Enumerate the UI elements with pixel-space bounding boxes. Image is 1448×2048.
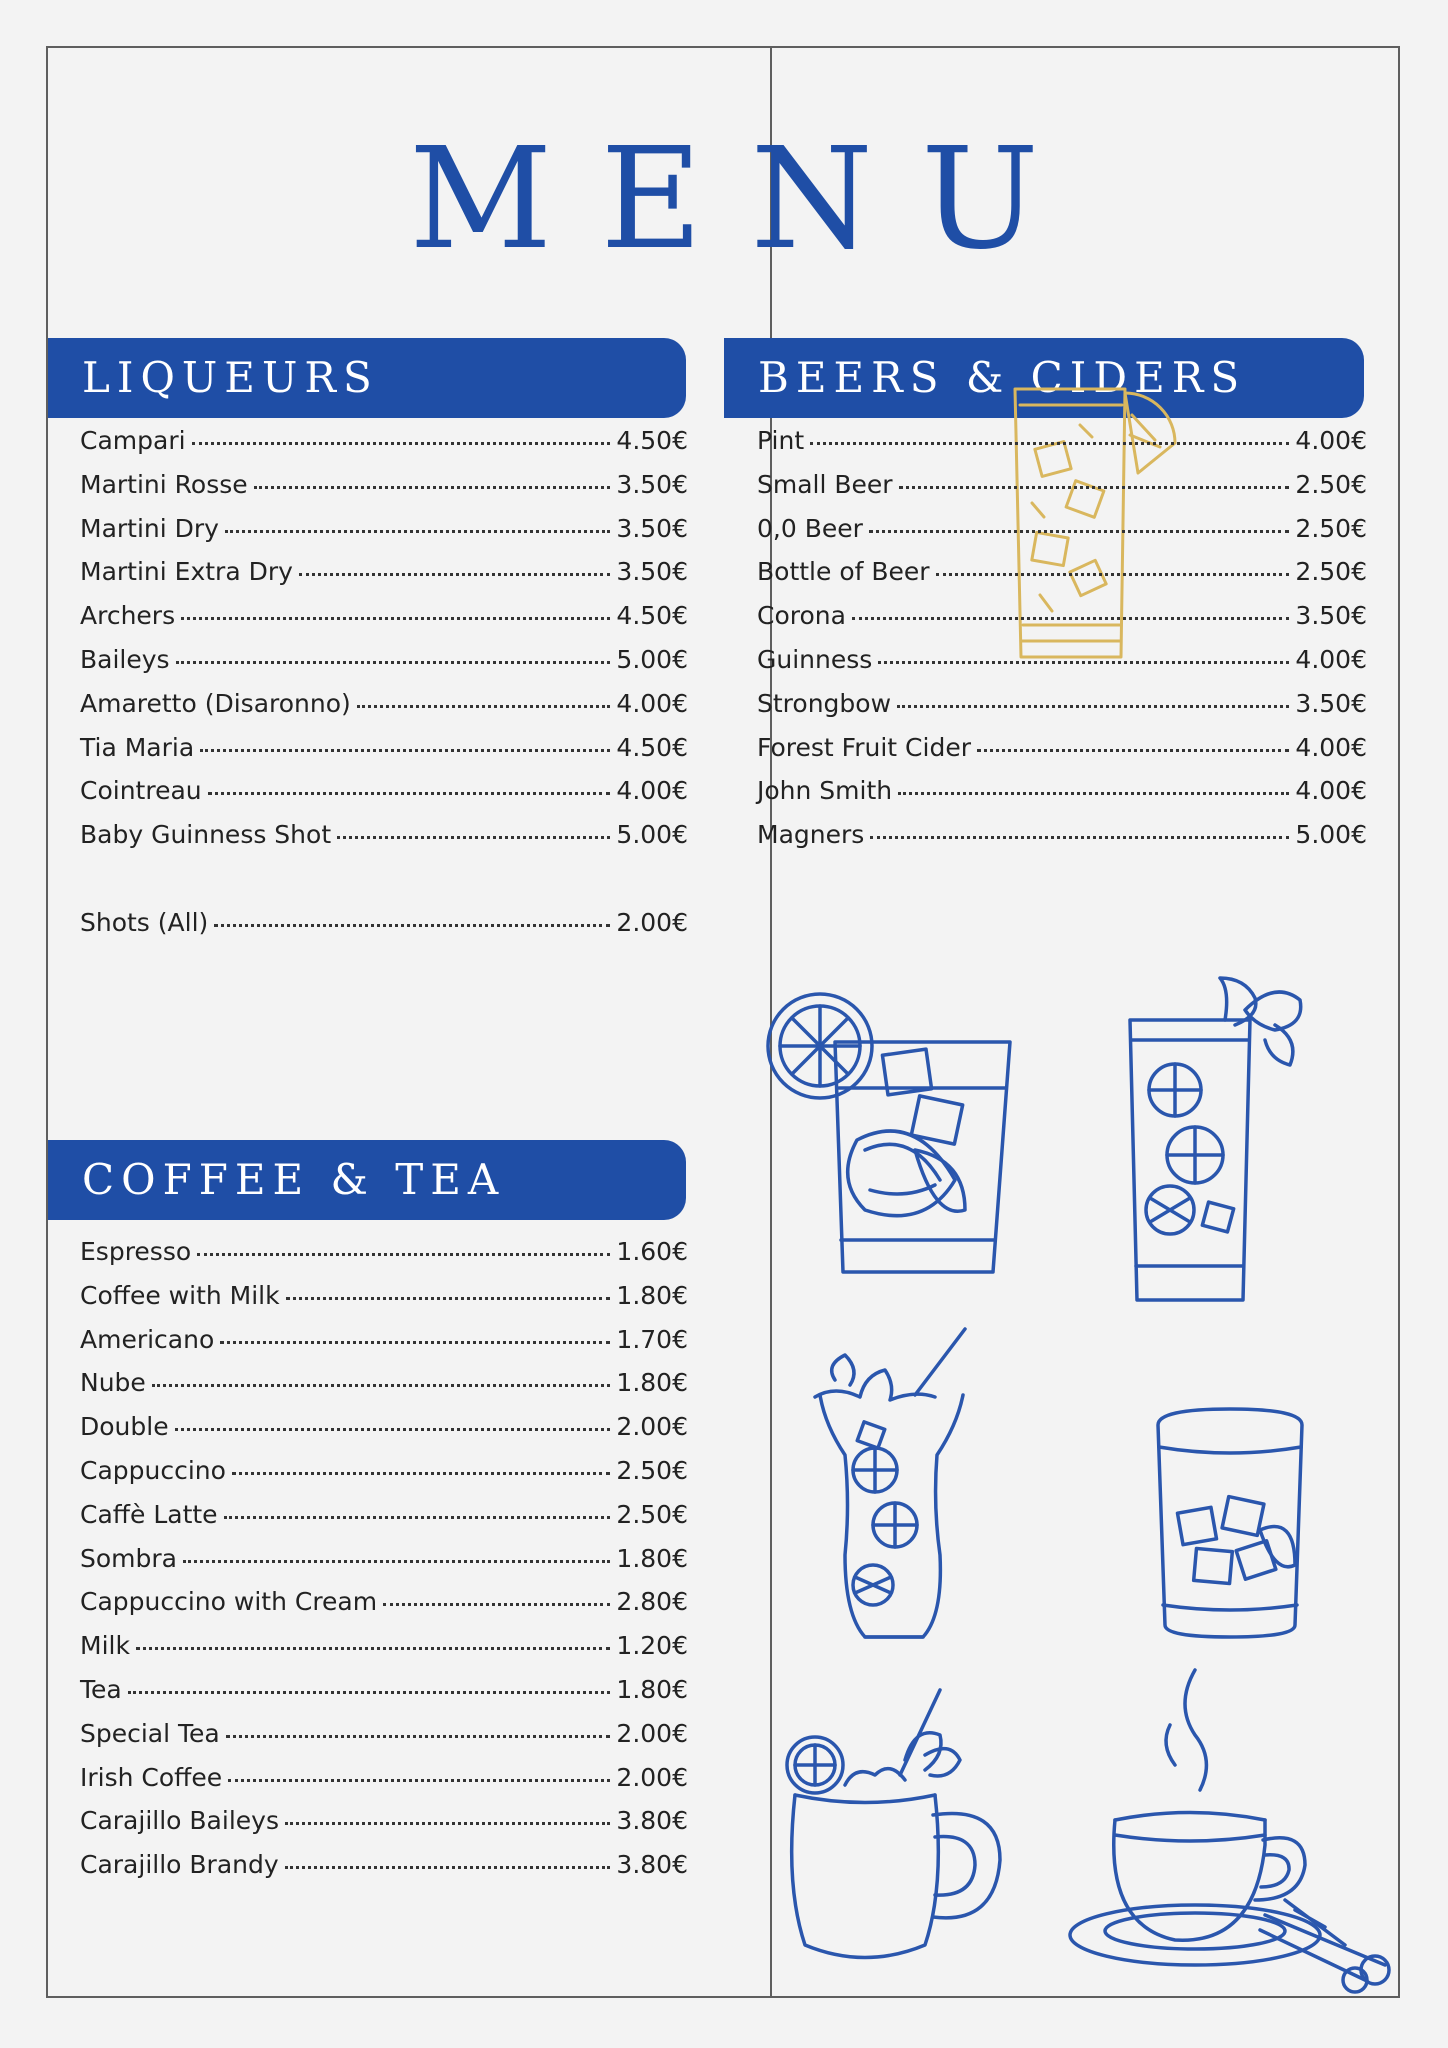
list-item: Guinness 4.00€ (757, 644, 1367, 674)
list-item: Tia Maria 4.50€ (80, 732, 688, 762)
list-item: Small Beer 2.50€ (757, 469, 1367, 499)
list-item: Bottle of Beer 2.50€ (757, 557, 1367, 587)
page-title: MENU (408, 118, 1088, 281)
ice-tumbler-icon (1155, 1405, 1305, 1640)
list-item: Double 2.00€ (80, 1412, 688, 1442)
tea-cup-icon (1065, 1665, 1400, 1990)
list-item: Special Tea 2.00€ (80, 1718, 688, 1748)
liqueurs-list (80, 426, 688, 952)
beers-list (757, 426, 1367, 864)
list-item: Strongbow 3.50€ (757, 688, 1367, 718)
list-item: Pint 4.00€ (757, 426, 1367, 455)
list-item: Cappuccino with Cream 2.80€ (80, 1587, 688, 1617)
list-item: Caffè Latte 2.50€ (80, 1499, 688, 1529)
list-item: Martini Rosse 3.50€ (80, 469, 688, 499)
mint-highball-icon (1125, 970, 1345, 1305)
coffee-heading: COFFEE & TEA (48, 1140, 686, 1220)
list-item: Carajillo Baileys 3.80€ (80, 1806, 688, 1836)
list-item: Cointreau 4.00€ (80, 776, 688, 806)
liqueurs-heading: LIQUEURS (48, 338, 686, 418)
list-item: Magners 5.00€ (757, 820, 1367, 850)
list-item: Sombra 1.80€ (80, 1543, 688, 1573)
list-item: Americano 1.70€ (80, 1324, 688, 1354)
mojito-glass-icon (805, 1325, 980, 1645)
list-item: Campari 4.50€ (80, 426, 688, 455)
list-item: Martini Dry 3.50€ (80, 513, 688, 543)
list-item: Amaretto (Disaronno) 4.00€ (80, 688, 688, 718)
list-item: Nube 1.80€ (80, 1368, 688, 1398)
list-item: Coffee with Milk 1.80€ (80, 1280, 688, 1310)
list-item: 0,0 Beer 2.50€ (757, 513, 1367, 543)
shots-item: Shots (All) 2.00€ (80, 907, 688, 937)
list-item: Carajillo Brandy 3.80€ (80, 1850, 688, 1880)
list-item: John Smith 4.00€ (757, 776, 1367, 806)
beers-heading: BEERS & CIDERS (724, 338, 1364, 418)
list-item: Baby Guinness Shot 5.00€ (80, 820, 688, 850)
list-item: Archers 4.50€ (80, 601, 688, 631)
list-item: Irish Coffee 2.00€ (80, 1762, 688, 1792)
list-item: Espresso 1.60€ (80, 1237, 688, 1266)
list-item: Baileys 5.00€ (80, 644, 688, 674)
list-item: Cappuccino 2.50€ (80, 1455, 688, 1485)
coffee-list (80, 1237, 688, 1894)
citrus-cocktail-icon (765, 990, 1020, 1290)
list-item: Martini Extra Dry 3.50€ (80, 557, 688, 587)
list-item: Forest Fruit Cider 4.00€ (757, 732, 1367, 762)
list-item: Tea 1.80€ (80, 1674, 688, 1704)
list-item: Corona 3.50€ (757, 601, 1367, 631)
moscow-mule-mug-icon (775, 1685, 1005, 1965)
list-item: Milk 1.20€ (80, 1631, 688, 1661)
